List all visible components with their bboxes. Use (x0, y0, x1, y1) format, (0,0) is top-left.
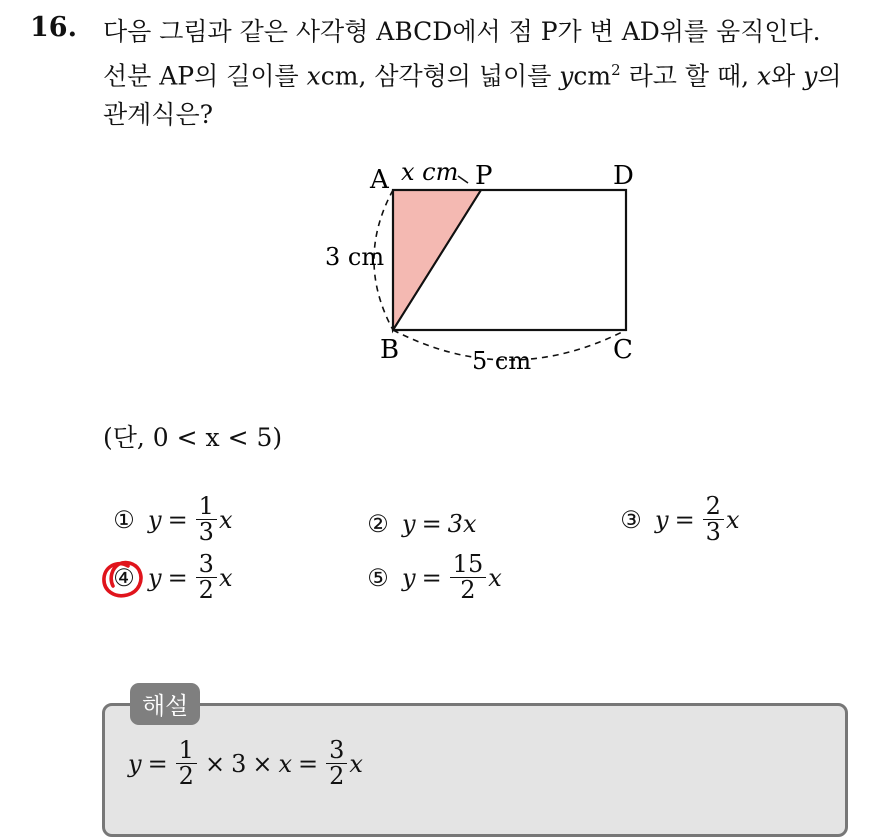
equals-sign: = (298, 749, 319, 778)
numerator: 3 (196, 552, 217, 578)
var-y: y (803, 61, 818, 91)
label-c: C (613, 335, 633, 365)
choice-3[interactable] (617, 494, 740, 545)
numerator: 2 (703, 494, 724, 520)
unit-cm: cm (320, 61, 359, 91)
rectangle-figure (300, 150, 660, 385)
tick-ap (458, 176, 468, 183)
denominator: 2 (329, 762, 345, 791)
stem-text: 의 (817, 61, 842, 91)
denominator: 3 (705, 518, 721, 547)
denominator: 2 (178, 762, 194, 791)
fraction (326, 738, 347, 789)
label-b: B (380, 335, 400, 365)
stem-line-1: 다음 그림과 같은 사각형 ABCD에서 점 P가 변 AD위를 움직인다. (103, 17, 821, 46)
stem-text: 와 (771, 61, 804, 91)
choice-var: x (488, 563, 502, 592)
stem-text: 선분 AP의 길이를 (103, 61, 307, 91)
numerator: 3 (326, 738, 347, 764)
times-sign: × (204, 749, 226, 778)
denominator: 2 (198, 576, 214, 605)
equals-sign: = (421, 563, 442, 592)
solution-tag: 해설 (130, 683, 200, 725)
numerator: 1 (176, 738, 197, 764)
choice-marker: ① (113, 505, 135, 534)
label-a: A (370, 165, 389, 195)
var-x: x (306, 61, 321, 91)
superscript-2: 2 (611, 61, 621, 79)
choice-var: x (218, 563, 233, 592)
choice-lhs: y (402, 563, 416, 592)
fraction (196, 552, 217, 603)
times-sign: × (252, 749, 273, 778)
choice-marker: ③ (620, 505, 642, 534)
problem-stem (103, 12, 873, 134)
choice-lhs: y (148, 505, 162, 534)
label-p: P (475, 161, 493, 191)
label-d: D (613, 161, 634, 191)
fraction (703, 494, 724, 545)
choice-lhs: y (148, 563, 162, 592)
choice-expr: 3x (447, 510, 477, 538)
equals-sign: = (421, 510, 442, 538)
fraction (196, 494, 217, 545)
var-x: x (757, 61, 772, 91)
solution-equation (128, 738, 363, 789)
choice-marker: ④ (113, 563, 135, 592)
stem-line-3: 관계식은? (103, 100, 214, 130)
stem-text: 라고 할 때, (620, 61, 758, 91)
denominator: 2 (460, 576, 476, 605)
choice-lhs: y (655, 505, 669, 534)
choice-marker: ② (367, 510, 389, 538)
problem-number: 16. (30, 12, 77, 43)
var-y: y (559, 61, 574, 91)
answer-mark-icon (100, 558, 146, 600)
unit-cm2: cm (573, 61, 612, 91)
solution-lhs: y (128, 749, 142, 778)
equals-sign: = (167, 505, 188, 534)
numerator: 1 (196, 494, 217, 520)
stem-text: , 삼각형의 넓이를 (358, 61, 560, 91)
solution-three: 3 (231, 749, 247, 778)
choice-lhs: y (402, 510, 416, 538)
equals-sign: = (147, 749, 168, 778)
equals-sign: = (674, 505, 695, 534)
fraction (450, 552, 487, 603)
numerator: 15 (450, 552, 487, 578)
stem-line-2 (103, 51, 873, 95)
choice-var: x (725, 505, 740, 534)
choice-2[interactable] (364, 510, 476, 538)
condition: (단, 0 < x < 5) (103, 423, 283, 452)
choice-var: x (218, 505, 233, 534)
equals-sign: = (167, 563, 188, 592)
label-ap: x cm (401, 158, 459, 186)
label-ab: 3 cm (325, 243, 385, 271)
label-bc: 5 cm (472, 347, 532, 375)
denominator: 3 (198, 518, 214, 547)
solution-x: x (278, 749, 292, 778)
choice-marker: ⑤ (367, 563, 389, 592)
choice-5[interactable] (364, 552, 502, 603)
choice-1[interactable] (110, 494, 233, 545)
fraction (176, 738, 197, 789)
solution-var: x (349, 749, 363, 778)
